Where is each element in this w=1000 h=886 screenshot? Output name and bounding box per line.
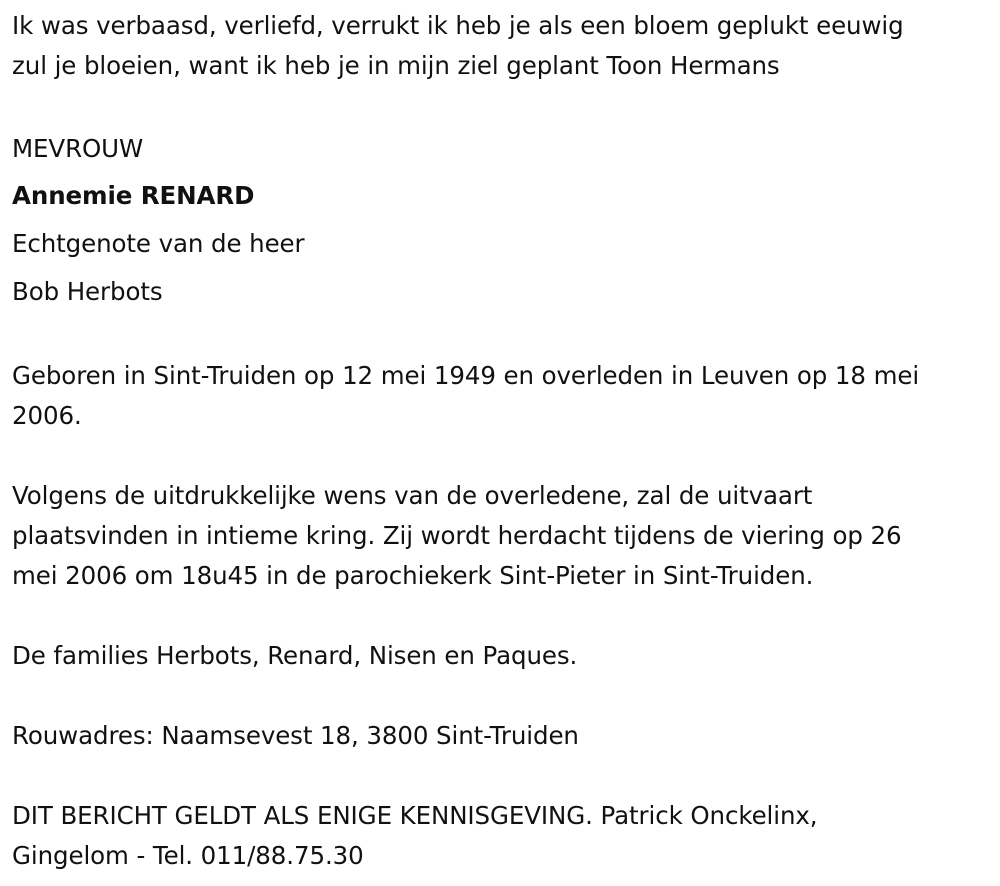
quote-line: zul je bloeien, want ik heb je in mijn ziel geplant Toon Hermans [12, 51, 780, 80]
memorial-quote [12, 6, 1000, 86]
spacer [12, 86, 1000, 126]
families-line: De families Herbots, Renard, Nisen en Paques. [12, 641, 578, 670]
birth-death-line: 2006. [12, 401, 82, 430]
birth-death-line: Geboren in Sint-Truiden op 12 mei 1949 en overleden in Leuven op 18 mei [12, 361, 920, 390]
funeral-line: plaatsvinden in intieme kring. Zij wordt herdacht tijdens de viering op 26 [12, 521, 902, 550]
deceased-block [12, 126, 1000, 316]
deceased-name: Annemie RENARD [12, 181, 255, 210]
funeral-paragraph [12, 476, 1000, 596]
announcement-paragraph [12, 796, 1000, 876]
funeral-line: Volgens de uitdrukkelijke wens van de overledene, zal de uitvaart [12, 481, 813, 510]
deceased-spouse: Bob Herbots [12, 277, 163, 306]
quote-line: Ik was verbaasd, verliefd, verrukt ik heb je als een bloem geplukt eeuwig [12, 11, 904, 40]
announcement-line: DIT BERICHT GELDT ALS ENIGE KENNISGEVING. Patrick Onckelinx, [12, 801, 818, 830]
mourning-address: Rouwadres: Naamsevest 18, 3800 Sint-Truiden [12, 721, 579, 750]
spacer [12, 316, 1000, 356]
funeral-line: mei 2006 om 18u45 in de parochiekerk Sint-Pieter in Sint-Truiden. [12, 561, 814, 590]
announcement-line: Gingelom - Tel. 011/88.75.30 [12, 841, 364, 870]
spacer [12, 756, 1000, 796]
birth-death-paragraph [12, 356, 1000, 436]
spacer [12, 436, 1000, 476]
spacer [12, 596, 1000, 636]
spacer [12, 676, 1000, 716]
deceased-relation: Echtgenote van de heer [12, 229, 305, 258]
deceased-title: MEVROUW [12, 134, 144, 163]
